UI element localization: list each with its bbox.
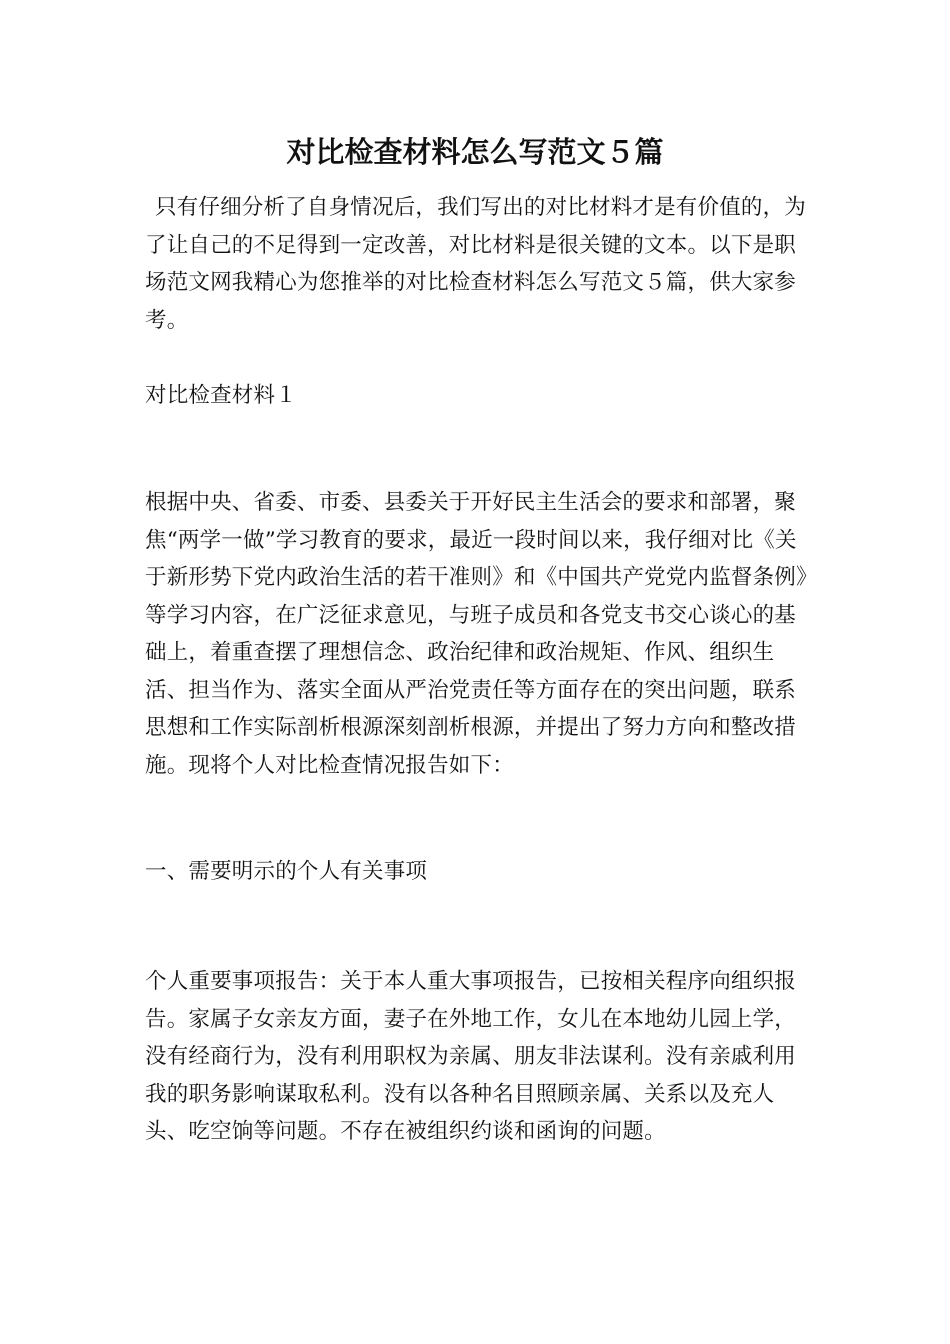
section-heading: 对比检查材料１ xyxy=(145,383,297,408)
section-body-paragraph: 根据中央、省委、市委、县委关于开好民主生活会的要求和部署，聚焦“两学一做”学习教育的要求，最近一段时间以来，我仔细对比《关于新形势下党内政治生活的若干准则》和《中国共产党党内监督条例》等学习内容，在广泛征求意见，与班子成员和各党支书交心谈心的基础上，着重查摆了理想信念、政治纪律和政治规矩、作风、组织生活、担当作为、落实全面从严治党责任等方面存在的突出问题，联系思想和工作实际剖析根源深刻剖析根源，并提出了努力方向和整改措施。现将个人对比检查情况报告如下： xyxy=(145,490,807,778)
document-title: 对比检查材料怎么写范文５篇 xyxy=(286,135,664,169)
intro-paragraph: 只有仔细分析了自身情况后，我们写出的对比材料才是有价值的，为了让自己的不足得到一定改善，对比材料是很关键的文本。以下是职场范文网我精心为您推举的对比检查材料怎么写范文５篇，供大家参考。 xyxy=(145,195,807,333)
subsection-heading: 一、需要明示的个人有关事项 xyxy=(145,859,428,884)
subsection-body-paragraph: 个人重要事项报告：关于本人重大事项报告，已按相关程序向组织报告。家属子女亲友方面，妻子在外地工作，女儿在本地幼儿园上学，没有经商行为，没有利用职权为亲属、朋友非法谋利。没有亲戚利用我的职务影响谋取私利。没有以各种名目照顾亲属、关系以及充人头、吃空饷等问题。不存在被组织约谈和函询的问题。 xyxy=(145,969,797,1144)
